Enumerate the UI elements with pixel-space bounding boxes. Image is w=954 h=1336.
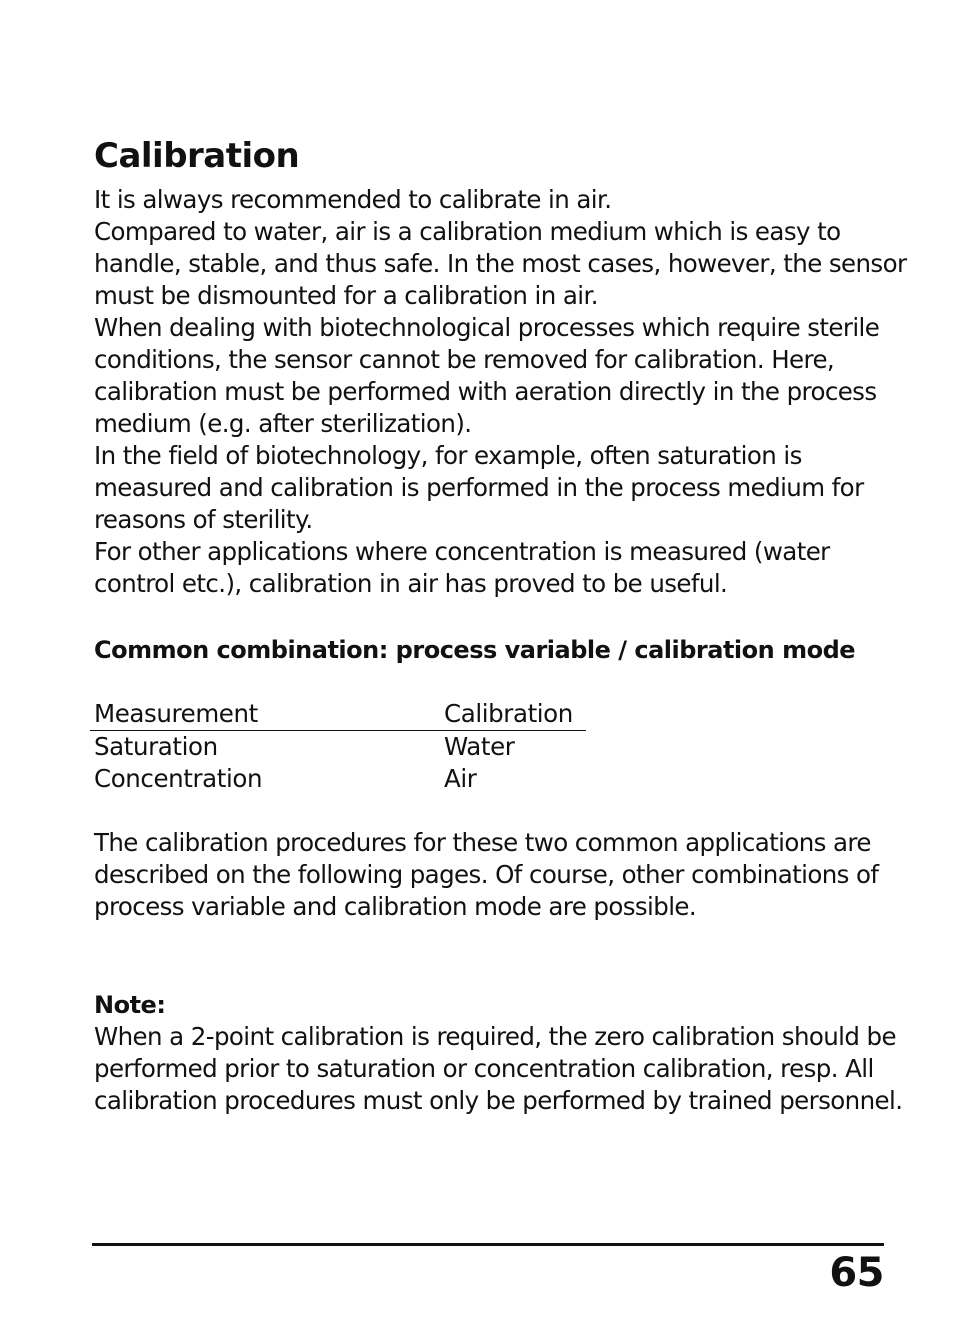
intro-paragraph: Compared to water, air is a calibration medium which is easy to handle, stable, and thus safe. In the most cases, however, the sensor must be dismounted for a calibration in air.: [94, 217, 907, 310]
table-row: [90, 731, 586, 763]
table-cell-calibration: Water: [444, 732, 515, 761]
table-header-row: [90, 698, 586, 731]
intro-paragraph: When dealing with biotechnological processes which require sterile conditions, the sensor cannot be removed for calibration. Here, calibration must be performed with aeration directly in the process medium (e.g. after sterilization).: [94, 313, 880, 438]
combination-heading: Common combination: process variable / calibration mode: [94, 636, 856, 664]
table-header-calibration: Calibration: [444, 699, 573, 728]
intro-paragraph: In the field of biotechnology, for example, often saturation is measured and calibration is performed in the process medium for reasons of sterility.: [94, 441, 864, 534]
table-cell-measurement: Saturation: [94, 732, 218, 761]
page-title: Calibration: [94, 136, 300, 176]
page-number: 65: [829, 1250, 884, 1296]
intro-paragraph: It is always recommended to calibrate in air.: [94, 185, 612, 214]
procedures-paragraph: The calibration procedures for these two common applications are described on the following pages. Of course, other combinations of process variable and calibration mode are possible.: [94, 828, 879, 921]
table-cell-calibration: Air: [444, 764, 477, 793]
intro-text: [94, 184, 914, 600]
footer-divider: [92, 1243, 884, 1246]
table-cell-measurement: Concentration: [94, 764, 263, 793]
table-row: [90, 763, 586, 795]
note-label: Note:: [94, 991, 166, 1019]
note-text: When a 2-point calibration is required, the zero calibration should be performed prior to saturation or concentration calibration, resp. All calibration procedures must only be performed by trained personnel.: [94, 1022, 903, 1115]
combination-table: [90, 698, 586, 795]
manual-page: [94, 0, 914, 1336]
table-header-measurement: Measurement: [94, 699, 258, 728]
intro-paragraph: For other applications where concentration is measured (water control etc.), calibration in air has proved to be useful.: [94, 537, 830, 598]
